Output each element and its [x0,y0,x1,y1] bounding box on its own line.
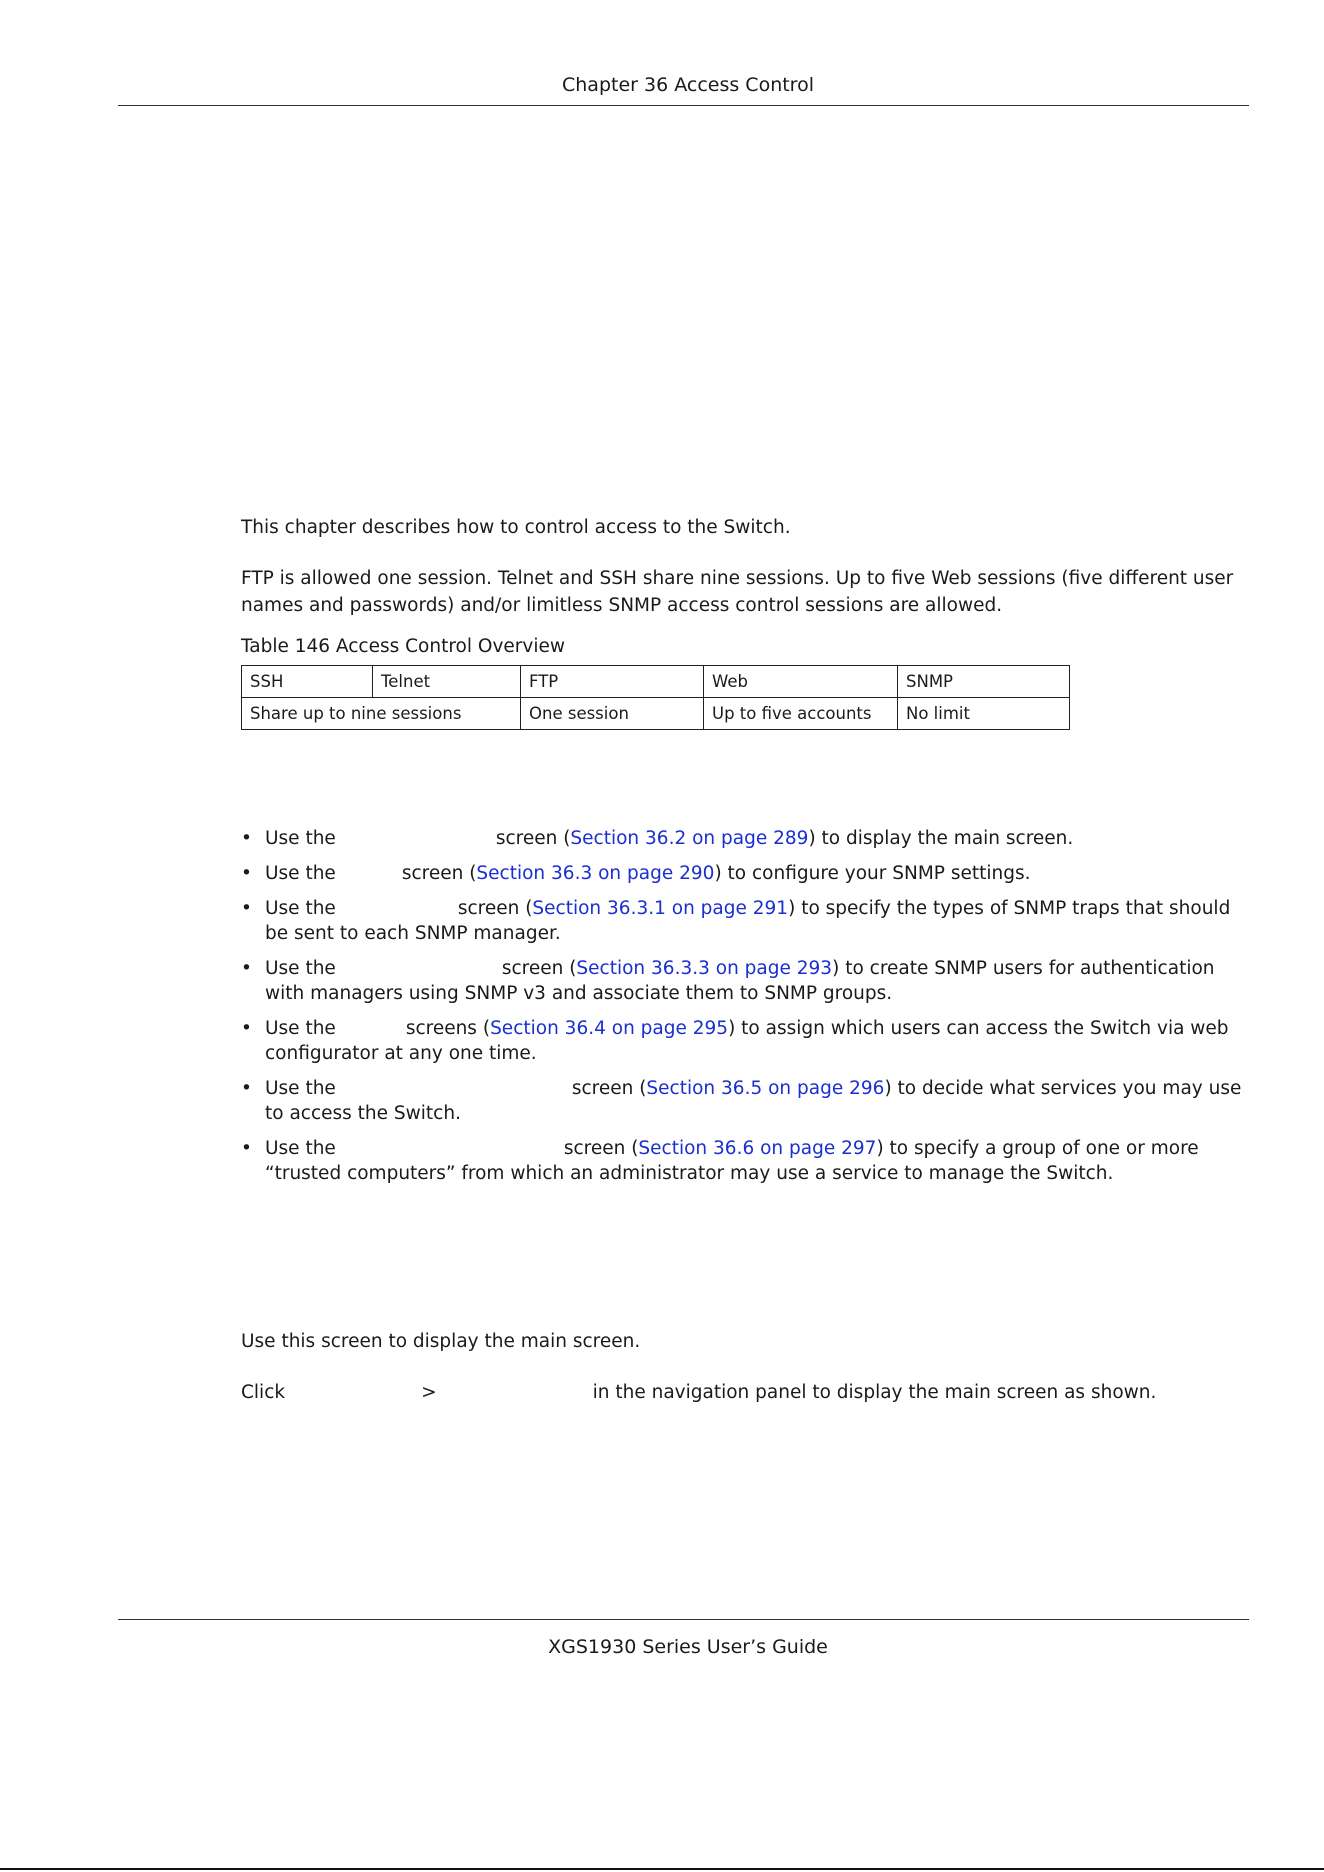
list-item-lead: Use the [265,958,336,979]
list-item-mid: screen ( [495,828,571,849]
list-item [241,956,1251,1006]
footer-divider [118,1619,1249,1620]
screen-list [241,826,1251,1196]
intro-paragraph-1: This chapter describes how to control access to the Switch. [241,517,791,538]
list-item-mid: screen ( [401,863,477,884]
section-link[interactable]: Section 36.2 on page 289 [570,828,809,849]
list-item [241,826,1251,851]
page-header-title: Chapter 36 Access Control [562,74,814,96]
list-item-mid: screen ( [563,1138,639,1159]
bullet-icon: • [241,1138,252,1159]
table-header-cell: Telnet [373,666,521,698]
list-item-tail: ) to specify a group of one or more “trusted computers” from which an administrator may use a service to manage the Switch. [265,1138,1199,1184]
header-divider [118,105,1249,106]
list-item [241,1136,1251,1186]
section-link[interactable]: Section 36.3.1 on page 291 [532,898,789,919]
list-item-lead: Use the [265,898,336,919]
section-paragraph-2 [241,1379,1251,1406]
table-header-cell: SNMP [898,666,1070,698]
section-link[interactable]: Section 36.5 on page 296 [646,1078,885,1099]
table-header-cell: SSH [242,666,373,698]
bullet-icon: • [241,1018,252,1039]
list-item-tail: ) to assign which users can access the Switch via web configurator at any one time. [265,1018,1229,1064]
list-item-lead: Use the [265,1138,336,1159]
table-cell: One session [521,698,704,730]
bullet-icon: • [241,1078,252,1099]
list-item-mid: screen ( [571,1078,647,1099]
table-row [242,698,1070,730]
list-item-tail: ) to configure your SNMP settings. [714,863,1031,884]
section-link[interactable]: Section 36.3 on page 290 [476,863,715,884]
page-bottom-edge [0,1868,1324,1870]
list-item [241,1016,1251,1066]
instruction-text: in the navigation panel to display the main screen as shown. [592,1382,1157,1403]
table-header-cell: FTP [521,666,704,698]
bullet-icon: • [241,898,252,919]
list-item-mid: screen ( [457,898,533,919]
table-header-row [242,666,1070,698]
section-paragraph-1: Use this screen to display the main screen. [241,1331,641,1352]
table-header-cell: Web [704,666,898,698]
list-item [241,896,1251,946]
page-footer-title: XGS1930 Series User’s Guide [548,1636,828,1658]
list-item-lead: Use the [265,828,336,849]
access-control-overview-table [241,665,1070,730]
intro-paragraph-2: FTP is allowed one session. Telnet and SSH share nine sessions. Up to five Web sessions (five different user names and passwords) and/or limitless SNMP access control sessions are allowed. [241,568,1234,616]
table-cell: Share up to nine sessions [242,698,521,730]
list-item-tail: ) to create SNMP users for authentication with managers using SNMP v3 and associate them to SNMP groups. [265,958,1215,1004]
bullet-icon: • [241,828,252,849]
table-cell: Up to five accounts [704,698,898,730]
section-link[interactable]: Section 36.4 on page 295 [490,1018,729,1039]
section-link[interactable]: Section 36.3.3 on page 293 [576,958,833,979]
list-item-lead: Use the [265,863,336,884]
list-item-tail: ) to decide what services you may use to access the Switch. [265,1078,1242,1124]
list-item-lead: Use the [265,1078,336,1099]
table-caption: Table 146 Access Control Overview [241,636,565,657]
list-item-tail: ) to specify the types of SNMP traps that should be sent to each SNMP manager. [265,898,1231,944]
menu-separator: > [421,1382,437,1403]
list-item-mid: screens ( [405,1018,491,1039]
table-cell: No limit [898,698,1070,730]
list-item-lead: Use the [265,1018,336,1039]
list-item-tail: ) to display the main screen. [808,828,1074,849]
click-word: Click [241,1382,286,1403]
list-item [241,861,1251,886]
bullet-icon: • [241,863,252,884]
section-link[interactable]: Section 36.6 on page 297 [638,1138,877,1159]
list-item [241,1076,1251,1126]
bullet-icon: • [241,958,252,979]
list-item-mid: screen ( [501,958,577,979]
